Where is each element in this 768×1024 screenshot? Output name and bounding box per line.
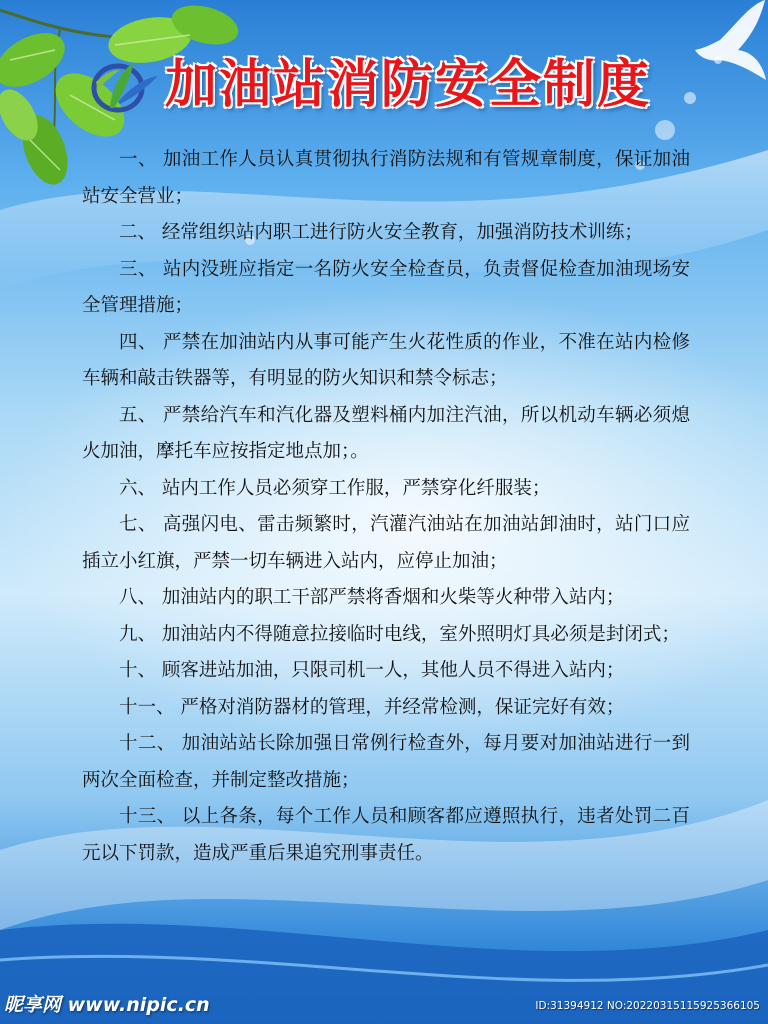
rule-item-1: 一、 加油工作人员认真贯彻执行消防法规和有管规章制度，保证加油站安全营业；: [82, 149, 690, 207]
rule-item-2: 二、 经常组织站内职工进行防火安全教育，加强消防技术训练；: [119, 222, 643, 243]
rule-item-3: 三、 站内没班应指定一名防火安全检查员，负责督促检查加油现场安全管理措施；: [82, 258, 690, 316]
rule-item-10: 十、 顾客进站加油，只限司机一人，其他人员不得进入站内；: [119, 660, 625, 681]
rule-item-7: 七、 高强闪电、雷击频繁时，汽灌汽油站在加油站卸油时，站门口应插立小红旗，严禁一切车辆进入站内，应停止加油；: [82, 514, 690, 572]
rules-list: [82, 142, 690, 872]
rule-item-8: 八、 加油站内的职工干部严禁将香烟和火柴等火种带入站内；: [119, 587, 625, 608]
watermark-id: ID:31394912 NO:20220315115925366105: [535, 1000, 760, 1012]
watermark-brand: 昵享网 www.nipic.cn: [4, 994, 210, 1016]
logo-icon: [90, 52, 160, 116]
rule-item-9: 九、 加油站内不得随意拉接临时电线，室外照明灯具必须是封闭式；: [119, 623, 680, 645]
rule-item-6: 六、 站内工作人员必须穿工作服，严禁穿化纤服装；: [119, 477, 551, 499]
rule-item-5: 五、 严禁给汽车和汽化器及塑料桶内加注汽油，所以机动车辆必须熄火加油，摩托车应按指定地点加；。: [82, 404, 690, 462]
rule-item-11: 十一、 严格对消防器材的管理，并经常检测，保证完好有效；: [119, 696, 625, 718]
rule-item-4: 四、 严禁在加油站内从事可能产生火花性质的作业，不准在站内检修车辆和敲击铁器等，有明显的防火知识和禁令标志；: [82, 331, 690, 389]
page-title: 加油站消防安全制度: [165, 55, 652, 115]
rule-item-12: 十二、 加油站站长除加强日常例行检查外，每月要对加油站进行一到两次全面检查，并制定整改措施；: [82, 733, 690, 791]
rule-item-13: 十三、 以上各条，每个工作人员和顾客都应遵照执行，违者处罚二百元以下罚款，造成严重后果追究刑事责任。: [82, 806, 690, 864]
